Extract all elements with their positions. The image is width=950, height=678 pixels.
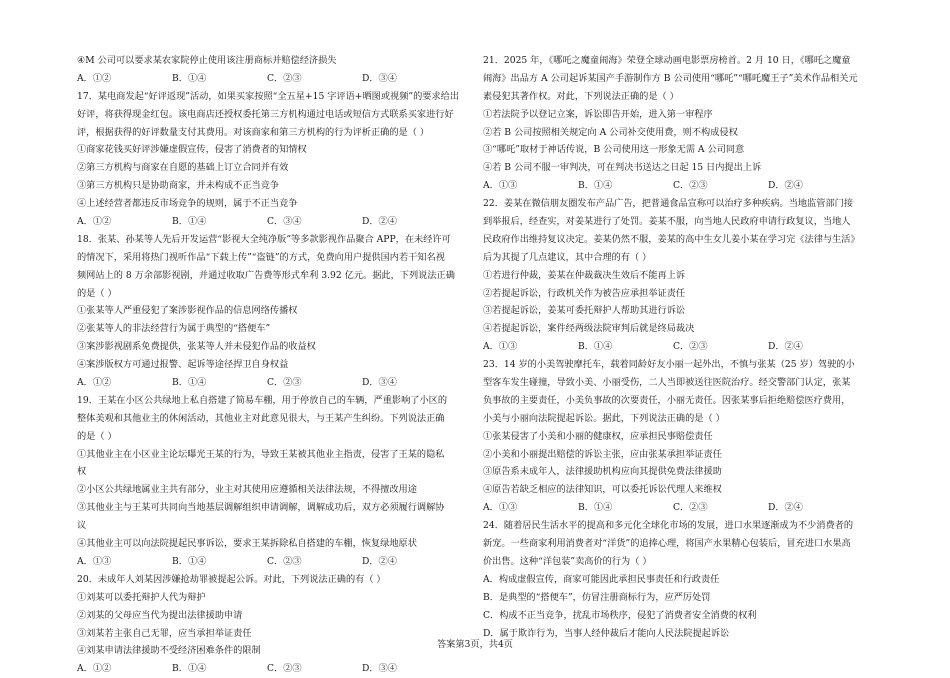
text-line: ④上述经营者都违反市场竞争的规则，属于不正当竞争 [77, 198, 298, 210]
text-line: ②若 B 公司按照相关规定向 A 公司补交使用费，则不构成侵权 [483, 126, 738, 138]
text-line: 好评，将获得现金红包。该电商店还授权委托第三方机构通过电话或短信方式联系买家进行好 [77, 108, 454, 120]
text-line: 后为其提了几点建议，其中合理的有（ ） [483, 251, 652, 263]
answer-option: D．②④ [768, 502, 803, 514]
text-line: 18．张某、孙某等人先后开发运营“影视大全纯净版”等多款影视作品聚合 APP，在未经许可 [77, 233, 451, 245]
text-line: B．是典型的“搭便车”，仿冒注册商标行为，应严厉处罚 [483, 591, 711, 603]
text-line: 21．2025 年，《哪吒之魔童闹海》荣登全球动画电影票房榜首。2 月 10 日，《哪吒之魔童 [483, 55, 851, 66]
text-line: 17．某电商发起“好评返现”活动，如果买家按照“全五星+15 字评语+晒图或视频”的要求给出 [77, 90, 460, 102]
answer-options [77, 70, 469, 88]
text-line: ④若 B 公司不服一审判决，可在判决书送达之日起 15 日内提出上诉 [483, 162, 762, 174]
answer-option: A．①② [77, 72, 112, 84]
answer-options [483, 338, 875, 356]
answer-options [77, 374, 469, 392]
text-line: 的情况下，采用将热门视听作品“下载上传”“盗链”的方式，免费向用户提供国内若干知名视 [77, 251, 445, 263]
page-footer: 答案第3页，共4页 [436, 639, 513, 650]
text-line: A．构成虚假宣传，商家可能因此承担民事责任和行政责任 [483, 573, 720, 585]
answer-option: A．①② [77, 377, 112, 389]
text-line: ④案涉版权方可通过报警、起诉等途径捍卫自身权益 [77, 359, 289, 371]
text-line: ③刘某若主张自己无罪，应当承担举证责任 [77, 627, 252, 639]
text-line: D．属于欺诈行为，当事人经仲裁后才能向人民法院提起诉讼 [483, 627, 730, 639]
answer-option: C．②③ [673, 180, 708, 192]
text-line: 价出售。这种“洋包装”卖高价的行为（ ） [483, 555, 652, 567]
answer-option: C．②③ [673, 341, 708, 353]
text-line: 型客车发生碰撞，导致小美、小丽受伤，二人当即被送往医院治疗。经交警部门认定，张某 [483, 377, 851, 389]
answer-option: D．②④ [768, 180, 803, 192]
answer-options [483, 499, 875, 517]
text-line: 负事故的主要责任，小美负事故的次要责任，小丽无责任。因张某事后拒绝赔偿医疗费用， [483, 394, 851, 406]
text-line: ③原告系未成年人，法律援助机构应向其提供免费法律援助 [483, 466, 722, 478]
text-line: ③第三方机构只是协助商家，并未构成不正当竞争 [77, 180, 280, 192]
answer-option: C．③④ [267, 216, 302, 228]
answer-options [77, 213, 469, 231]
text-line: 权 [77, 466, 87, 478]
answer-option: B．①④ [172, 377, 207, 389]
text-line: ①张某侵害了小美和小丽的健康权，应承担民事赔偿责任 [483, 430, 713, 442]
text-line: 22．姜某在微信朋友圈发布产品广告，把普通食品宣称可以治疗多种疾病。当地监管部门接 [483, 198, 854, 210]
text-line: 议 [77, 520, 87, 532]
text-line: ④M 公司可以要求某农家院停止使用该注册商标并赔偿经济损失 [77, 55, 337, 66]
answer-option: B．①④ [172, 72, 207, 84]
text-line: ③案涉影视剧系免费提供，张某等人并未侵犯作品的收益权 [77, 341, 316, 353]
answer-option: C．②③ [267, 72, 302, 84]
answer-option: C．②③ [267, 377, 302, 389]
answer-option: C．②③ [267, 555, 302, 567]
text-line: 到举报后，经查实，对姜某进行了处罚。姜某不服，向当地人民政府申请行政复议，当地人 [483, 216, 851, 228]
answer-option: B．①④ [172, 216, 207, 228]
text-line: ④若提起诉讼，案件经两级法院审判后就是终局裁决 [483, 323, 695, 335]
text-line: 评，根据获得的好评数量支付其费用。对该商家和第三方机构的行为评析正确的是（ ） [77, 126, 430, 138]
text-line: 素侵犯其著作权。对此，下列说法正确的是（ ） [483, 90, 679, 102]
answer-option: B．①④ [578, 180, 613, 192]
text-line: ②小区公共绿地属业主共有部分，业主对其使用应遵循相关法律法规，不得擅改用途 [77, 484, 417, 496]
text-line: ①刘某可以委托辩护人代为辩护 [77, 591, 206, 603]
text-line: ③若提起诉讼，姜某可委托辩护人帮助其进行诉讼 [483, 305, 686, 317]
text-line: 整体美观和其他业主的休闲活动，其他业主对此意见很大，与王某产生纠纷。下列说法正确 [77, 412, 445, 424]
answer-options [77, 553, 469, 571]
text-line: 民政府作出维持复议决定。姜某仍然不服，姜某的高中生女儿姜小某在学习完《法律与生活》 [483, 233, 860, 245]
answer-option: D．③④ [362, 663, 397, 675]
answer-option: B．①④ [578, 341, 613, 353]
text-line: ①其他业主在小区业主论坛曝光王某的行为，导致王某被其他业主指责，侵害了王某的隐私 [77, 448, 445, 460]
text-line: ④原告若缺乏相应的法律知识，可以委托诉讼代理人来维权 [483, 484, 722, 496]
text-line: 的是（ ） [77, 287, 117, 299]
text-line: 19．王某在小区公共绿地上私自搭建了简易车棚，用于停放自己的车辆，严重影响了小区的 [77, 394, 448, 406]
text-line: ④刘某申请法律援助不受经济困难条件的限制 [77, 645, 261, 657]
answer-option: A．①② [77, 216, 112, 228]
left-column [77, 52, 469, 678]
answer-option: C．②③ [267, 663, 302, 675]
text-line: 新宠。一些商家利用消费者对“洋货”的追捧心理，将国产水果精心包装后，冒充进口水果高 [483, 538, 851, 550]
text-line: ①若进行仲裁，姜某在仲裁裁决生效后不能再上诉 [483, 269, 686, 281]
answer-option: A．①③ [483, 341, 518, 353]
text-line: ②若提起诉讼，行政机关作为被告应承担举证责任 [483, 287, 686, 299]
answer-options [77, 660, 469, 678]
text-line: 的是（ ） [77, 430, 117, 442]
text-line: ②小美和小丽提出赔偿的诉讼主张，应由张某承担举证责任 [483, 448, 722, 460]
answer-option: D．②④ [768, 341, 803, 353]
text-line: 小美与小丽向法院提起诉讼。据此，下列说法正确的是（ ） [483, 412, 725, 424]
answer-option: D．③④ [362, 377, 397, 389]
text-line: ④其他业主可以向法院提起民事诉讼，要求王某拆除私自搭建的车棚，恢复绿地原状 [77, 538, 417, 550]
answer-option: B．①④ [172, 555, 207, 567]
answer-option: D．②④ [362, 216, 397, 228]
answer-option: B．①④ [578, 502, 613, 514]
answer-option: C．②③ [673, 502, 708, 514]
answer-option: D．③④ [362, 72, 397, 84]
text-line: ③其他业主与王某可共同向当地基层调解组织申请调解，调解成功后，双方必须履行调解协 [77, 502, 445, 514]
text-line: C．构成不正当竞争，扰乱市场秩序，侵犯了消费者安全消费的权利 [483, 609, 757, 621]
text-line: ①若法院予以登记立案，诉讼即告开始，进入第一审程序 [483, 108, 713, 120]
text-line: ①张某等人严重侵犯了案涉影视作品的信息网络传播权 [77, 305, 298, 317]
text-line: 闹海》出品方 A 公司起诉某国产手游制作方 B 公司使用“哪吒”“哪吒魔王子”美术作品相关元 [483, 72, 858, 84]
right-column [483, 52, 875, 642]
text-line: 24．随着居民生活水平的提高和多元化全球化市场的发展，进口水果逐渐成为不少消费者的 [483, 520, 854, 532]
text-line: 23．14 岁的小美驾驶摩托车，载着同龄好友小丽一起外出，不慎与张某（25 岁）驾驶的小 [483, 359, 855, 371]
text-line: 20．未成年人刘某因涉嫌抢劫罪被提起公诉。对此，下列说法正确的有（ ） [77, 573, 386, 585]
answer-option: A．①③ [77, 555, 112, 567]
text-line: ③“哪吒”取材于神话传说，B 公司使用这一形象无需 A 公司同意 [483, 144, 745, 156]
text-line: ②第三方机构与商家在自愿的基础上订立合同并有效 [77, 162, 289, 174]
answer-option: A．①② [77, 663, 112, 675]
text-line: ①商家花钱买好评涉嫌虚假宣传，侵害了消费者的知情权 [77, 144, 307, 156]
text-line: ②刘某的父母应当代为提出法律援助申请 [77, 609, 243, 621]
answer-options [483, 177, 875, 195]
text-line: 频网站上的 8 万余部影视剧，并通过收取广告费等形式牟利 3.92 亿元。据此，下列说法正确 [77, 269, 455, 281]
answer-option: A．①③ [483, 180, 518, 192]
answer-option: D．②④ [362, 555, 397, 567]
answer-option: A．①③ [483, 502, 518, 514]
answer-option: B．①④ [172, 663, 207, 675]
text-line: ②张某等人的非法经营行为属于典型的“搭便车” [77, 323, 271, 335]
